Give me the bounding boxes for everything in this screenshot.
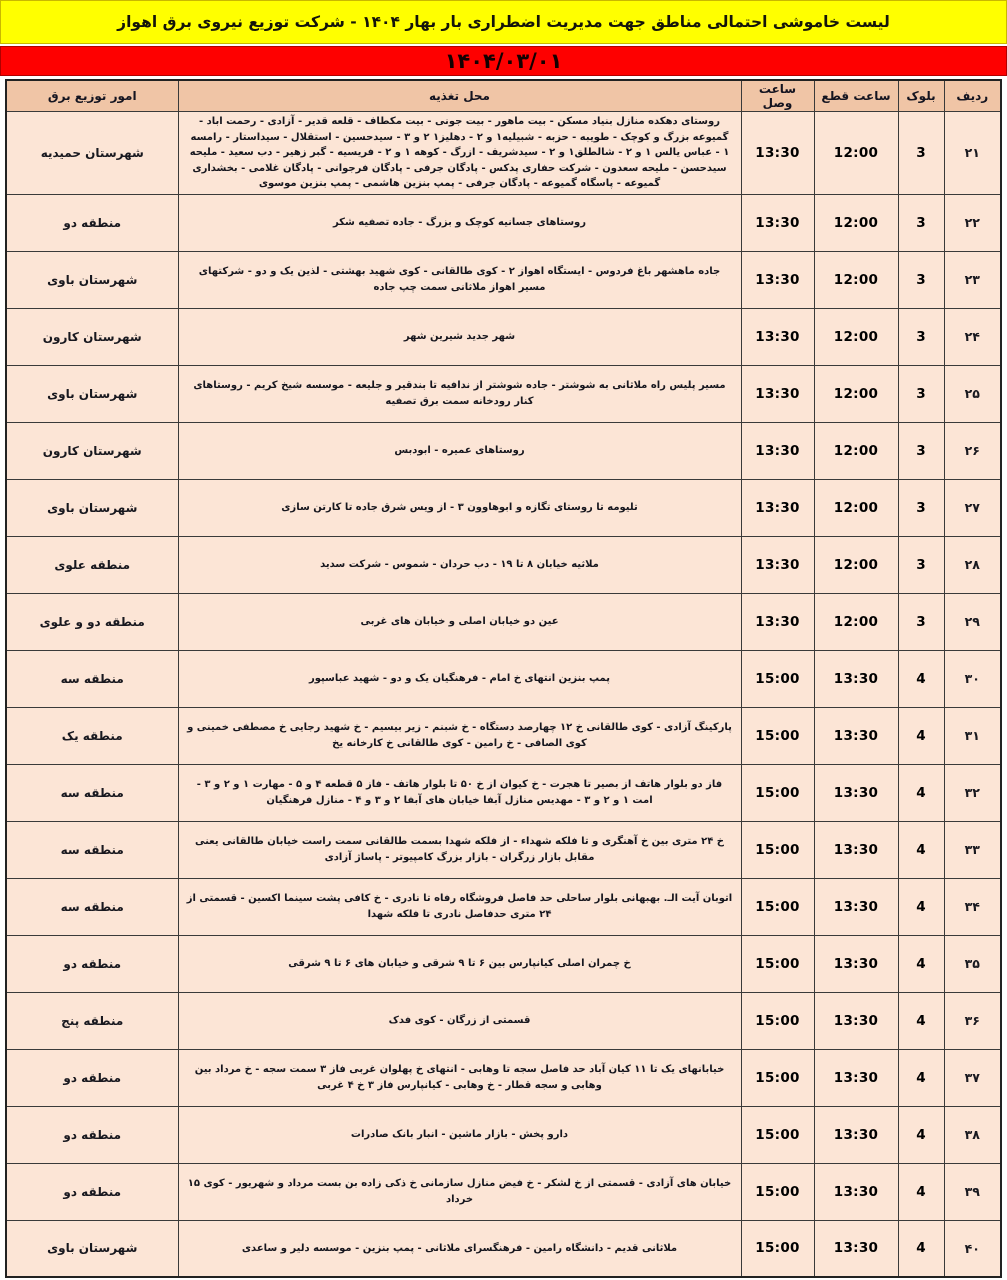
table-row — [6, 1220, 1001, 1277]
cell-cut-time: 13:30 — [814, 764, 898, 821]
cell-district: منطقه دو — [6, 1049, 178, 1106]
cell-block: 4 — [898, 1049, 944, 1106]
cell-district: منطقه سه — [6, 821, 178, 878]
page-title: لیست خاموشی احتمالی مناطق جهت مدیریت اضطراری بار بهار ۱۴۰۴ - شرکت توزیع نیروی برق اهواز — [117, 13, 890, 31]
cell-block: 3 — [898, 365, 944, 422]
cell-location: دارو پخش - بازار ماشین - انبار بانک صادرات — [178, 1106, 741, 1163]
cell-block: 3 — [898, 422, 944, 479]
schedule-date: ۱۴۰۴/۰۳/۰۱ — [444, 49, 563, 73]
cell-district: شهرستان باوی — [6, 251, 178, 308]
cell-location: ملاثانی قدیم - دانشگاه رامین - فرهنگسرای ملاثانی - پمپ بنزین - موسسه دلیر و ساعدی — [178, 1220, 741, 1277]
table-row — [6, 194, 1001, 251]
cell-district: شهرستان باوی — [6, 365, 178, 422]
cell-cut-time: 13:30 — [814, 707, 898, 764]
table-body — [6, 112, 1001, 1278]
cell-row-number: ۲۷ — [944, 479, 1001, 536]
cell-district: منطقه دو — [6, 194, 178, 251]
date-band — [0, 46, 1007, 76]
cell-cut-time: 13:30 — [814, 1106, 898, 1163]
cell-location: روستای دهکده منازل بنیاد مسکن - بیت ماهور - بیت جونی - بیت مکطاف - قلعه قدیر - آزادی - رحمت اباد - گمیوعه بزرگ و کوچک - طویبه - حزبه - شبیلیه۱ و ۲ - دهلیز۱ ۲ و ۳ - سیدحسین - استقلال - سیداستار - رامسه ۱ - عباس یالس ۱ و ۲ - شالطلق۱ و ۲ - سیدشریف - ازرگ - کوهه ۱ و ۲ - فریسیه - گبر زهیر - دب سعید - ملیحه سیدحسن - ملیحه سعدون - شرکت حفاری پدکس - پادگان جرفی - پادگان فرجوانی - پادگان غلامی - بخشداری گمیوعه - پاسگاه گمیوعه - پادگان جرفی - پمپ بنزین هاشمی - پمپ بنزین موسوی — [178, 112, 741, 195]
header-restore-time: ساعت وصل — [741, 80, 814, 112]
cell-location: عین دو خیابان اصلی و خیابان های غربی — [178, 593, 741, 650]
cell-cut-time: 12:00 — [814, 536, 898, 593]
cell-location: روستاهای عمیره - ابودبس — [178, 422, 741, 479]
cell-restore-time: 15:00 — [741, 992, 814, 1049]
cell-location: پمپ بنزین انتهای خ امام - فرهنگیان یک و دو - شهید عباسپور — [178, 650, 741, 707]
cell-district: منطقه دو و علوی — [6, 593, 178, 650]
header-row-number: ردیف — [944, 80, 1001, 112]
cell-district: منطقه سه — [6, 650, 178, 707]
table-row — [6, 251, 1001, 308]
table-row — [6, 479, 1001, 536]
cell-block: 4 — [898, 764, 944, 821]
table-header — [6, 80, 1001, 112]
cell-block: 3 — [898, 251, 944, 308]
cell-block: 4 — [898, 1163, 944, 1220]
table-row — [6, 1106, 1001, 1163]
cell-block: 3 — [898, 112, 944, 195]
cell-block: 3 — [898, 308, 944, 365]
cell-restore-time: 13:30 — [741, 251, 814, 308]
cell-row-number: ۲۸ — [944, 536, 1001, 593]
cell-block: 3 — [898, 593, 944, 650]
cell-row-number: ۲۴ — [944, 308, 1001, 365]
header-block: بلوک — [898, 80, 944, 112]
cell-location: تلیومه تا روستای تگازه و ابوهاوون ۳ - از ویس شرق جاده تا کارتن سازی — [178, 479, 741, 536]
cell-location: پارکینگ آزادی - کوی طالقانی خ ۱۲ چهارصد دستگاه - خ شبنم - زیر بیسیم - خ شهید رجایی خ مصطفی خمینی و کوی الصافی - خ رامین - کوی طالقانی خ کارخانه یخ — [178, 707, 741, 764]
cell-restore-time: 15:00 — [741, 1106, 814, 1163]
cell-block: 4 — [898, 935, 944, 992]
table-row — [6, 878, 1001, 935]
cell-district: شهرستان باوی — [6, 479, 178, 536]
cell-cut-time: 13:30 — [814, 1049, 898, 1106]
cell-row-number: ۳۷ — [944, 1049, 1001, 1106]
cell-location: فاز دو بلوار هاتف از بصیر تا هجرت - خ کیوان از خ ۵۰ تا بلوار هاتف - فاز ۵ قطعه ۴ و ۵ - مهارت ۱ و ۲ و ۳ - امت ۱ و ۲ و ۳ - مهدیس منازل آبفا خیابان های آبفا ۲ و ۳ و ۴ - منازل فرهنگیان — [178, 764, 741, 821]
cell-cut-time: 13:30 — [814, 821, 898, 878]
cell-cut-time: 12:00 — [814, 479, 898, 536]
table-row — [6, 308, 1001, 365]
header-location: محل تغذیه — [178, 80, 741, 112]
cell-restore-time: 13:30 — [741, 479, 814, 536]
cell-restore-time: 15:00 — [741, 707, 814, 764]
cell-row-number: ۲۲ — [944, 194, 1001, 251]
cell-block: 4 — [898, 650, 944, 707]
cell-cut-time: 13:30 — [814, 650, 898, 707]
cell-block: 4 — [898, 707, 944, 764]
table-row — [6, 764, 1001, 821]
cell-row-number: ۲۱ — [944, 112, 1001, 195]
cell-row-number: ۳۳ — [944, 821, 1001, 878]
cell-row-number: ۳۵ — [944, 935, 1001, 992]
cell-block: 4 — [898, 1220, 944, 1277]
cell-restore-time: 13:30 — [741, 422, 814, 479]
cell-restore-time: 15:00 — [741, 650, 814, 707]
cell-block: 4 — [898, 992, 944, 1049]
cell-location: خ چمران اصلی کیانپارس بین ۶ تا ۹ شرقی و خیابان های ۶ تا ۹ شرقی — [178, 935, 741, 992]
cell-row-number: ۳۲ — [944, 764, 1001, 821]
table-row — [6, 593, 1001, 650]
table-row — [6, 1163, 1001, 1220]
cell-cut-time: 12:00 — [814, 422, 898, 479]
cell-district: منطقه دو — [6, 935, 178, 992]
table-row — [6, 365, 1001, 422]
cell-restore-time: 15:00 — [741, 1163, 814, 1220]
cell-row-number: ۳۰ — [944, 650, 1001, 707]
cell-cut-time: 13:30 — [814, 1220, 898, 1277]
cell-block: 3 — [898, 194, 944, 251]
cell-location: خیابانهای یک تا ۱۱ کیان آباد حد فاصل سجه تا وهابی - انتهای خ پهلوان غربی فاز ۳ سمت سجه - خ مرداد بین وهابی و سجه قطار - خ وهابی - کیانپارس فاز ۳ خ ۴ غربی — [178, 1049, 741, 1106]
cell-row-number: ۳۴ — [944, 878, 1001, 935]
header-row — [6, 80, 1001, 112]
cell-restore-time: 15:00 — [741, 764, 814, 821]
header-cut-time: ساعت قطع — [814, 80, 898, 112]
outage-schedule-table — [5, 79, 1002, 1278]
cell-restore-time: 15:00 — [741, 878, 814, 935]
cell-row-number: ۳۶ — [944, 992, 1001, 1049]
table-row — [6, 707, 1001, 764]
cell-cut-time: 12:00 — [814, 365, 898, 422]
cell-cut-time: 12:00 — [814, 308, 898, 365]
cell-district: منطقه دو — [6, 1163, 178, 1220]
cell-row-number: ۲۳ — [944, 251, 1001, 308]
cell-restore-time: 13:30 — [741, 308, 814, 365]
cell-restore-time: 15:00 — [741, 1049, 814, 1106]
cell-cut-time: 12:00 — [814, 251, 898, 308]
cell-cut-time: 13:30 — [814, 878, 898, 935]
cell-restore-time: 13:30 — [741, 365, 814, 422]
cell-restore-time: 13:30 — [741, 112, 814, 195]
cell-row-number: ۳۹ — [944, 1163, 1001, 1220]
cell-cut-time: 12:00 — [814, 194, 898, 251]
cell-block: 3 — [898, 536, 944, 593]
cell-location: خ ۲۴ متری بین خ آهنگری و تا فلکه شهداء - از فلکه شهدا بسمت طالقانی سمت راست خیابان طالقانی یعنی مقابل بازار زرگران - بازار بزرگ کامپیوتر - پاساژ آزادی — [178, 821, 741, 878]
cell-restore-time: 15:00 — [741, 935, 814, 992]
table-row — [6, 536, 1001, 593]
cell-district: شهرستان کارون — [6, 308, 178, 365]
cell-row-number: ۲۶ — [944, 422, 1001, 479]
cell-block: 4 — [898, 1106, 944, 1163]
cell-cut-time: 12:00 — [814, 112, 898, 195]
cell-block: 4 — [898, 878, 944, 935]
cell-row-number: ۳۱ — [944, 707, 1001, 764]
table-row — [6, 650, 1001, 707]
table-row — [6, 422, 1001, 479]
cell-row-number: ۲۹ — [944, 593, 1001, 650]
cell-location: مسیر پلیس راه ملاثانی به شوشتر - جاده شوشتر از ندافیه تا بندقیر و جلیعه - موسسه شیخ کریم - روستاهای کنار رودخانه سمت برق تصفیه — [178, 365, 741, 422]
cell-location: ملاثیه خیابان ۸ تا ۱۹ - دب حردان - شموس - شرکت سدید — [178, 536, 741, 593]
cell-district: شهرستان حمیدیه — [6, 112, 178, 195]
cell-cut-time: 12:00 — [814, 593, 898, 650]
table-row — [6, 112, 1001, 195]
cell-cut-time: 13:30 — [814, 935, 898, 992]
cell-district: منطقه دو — [6, 1106, 178, 1163]
cell-restore-time: 15:00 — [741, 1220, 814, 1277]
cell-restore-time: 13:30 — [741, 593, 814, 650]
cell-location: روستاهای جسانیه کوچک و بزرگ - جاده تصفیه شکر — [178, 194, 741, 251]
title-band — [0, 0, 1007, 44]
table-row — [6, 992, 1001, 1049]
cell-district: منطقه یک — [6, 707, 178, 764]
cell-district: شهرستان کارون — [6, 422, 178, 479]
cell-location: قسمتی از زرگان - کوی فدک — [178, 992, 741, 1049]
cell-location: خیابان های آزادی - قسمتی از خ لشکر - خ فیض منازل سازمانی خ ذکی زاده بن بست مرداد و شهریور - کوی ۱۵ خرداد — [178, 1163, 741, 1220]
cell-location: جاده ماهشهر باغ فردوس - ایستگاه اهواز ۲ - کوی طالقانی - کوی شهید بهشتی - لذین یک و دو - شرکتهای مسیر اهواز ملاثانی سمت چپ جاده — [178, 251, 741, 308]
cell-row-number: ۲۵ — [944, 365, 1001, 422]
cell-restore-time: 15:00 — [741, 821, 814, 878]
cell-cut-time: 13:30 — [814, 1163, 898, 1220]
cell-district: منطقه سه — [6, 764, 178, 821]
cell-district: منطقه علوی — [6, 536, 178, 593]
cell-block: 4 — [898, 821, 944, 878]
cell-district: منطقه پنج — [6, 992, 178, 1049]
table-row — [6, 1049, 1001, 1106]
table-row — [6, 821, 1001, 878]
cell-location: اتوبان آیت الـ. بهبهانی بلوار ساحلی حد فاصل فروشگاه رفاه تا نادری - خ کافی پشت سینما اکسین - قسمتی از ۲۴ متری حدفاصل نادری تا فلکه شهدا — [178, 878, 741, 935]
cell-cut-time: 13:30 — [814, 992, 898, 1049]
cell-block: 3 — [898, 479, 944, 536]
header-district: امور توزیع برق — [6, 80, 178, 112]
cell-row-number: ۴۰ — [944, 1220, 1001, 1277]
cell-restore-time: 13:30 — [741, 536, 814, 593]
table-row — [6, 935, 1001, 992]
cell-location: شهر جدید شیرین شهر — [178, 308, 741, 365]
cell-restore-time: 13:30 — [741, 194, 814, 251]
cell-district: منطقه سه — [6, 878, 178, 935]
cell-row-number: ۳۸ — [944, 1106, 1001, 1163]
cell-district: شهرستان باوی — [6, 1220, 178, 1277]
